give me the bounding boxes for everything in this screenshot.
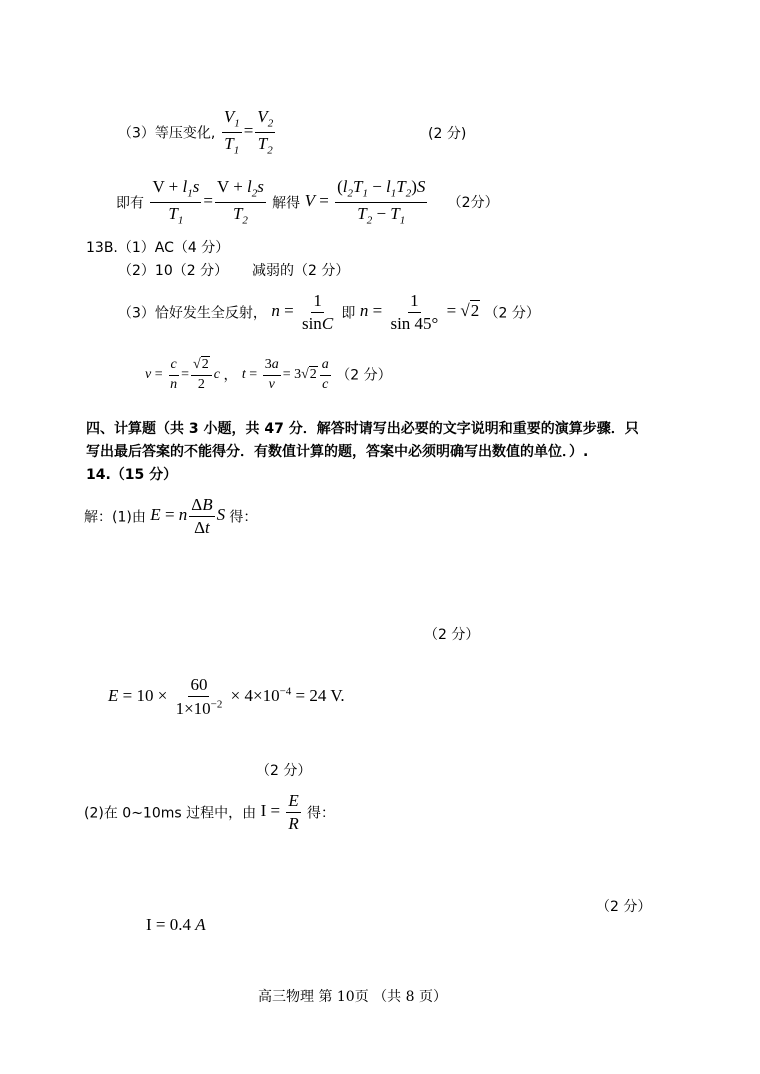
formula-n-sin45: n = $\frac{1}{\sin 45^\circ}$ = √2 (359, 291, 480, 333)
part3-line (118, 108, 277, 157)
de2-label: 得： (306, 805, 335, 822)
formula-n-sinc: n = $\frac{1}{\sin C}$ (271, 291, 334, 333)
q13b-line3 (118, 292, 540, 333)
score-2fen-e: （2 分） (256, 763, 312, 779)
section4-heading-line2: 写出最后答案的不能得分．有数值计算的题，答案中必须明确写出数值的单位．）. (86, 444, 589, 460)
jie1-label: 解：(1)由 (84, 509, 146, 526)
q14-part1-line (84, 496, 257, 537)
formula-v-solution: V = $\frac{(l_2T_1 - l_1T_2)S}{T_2 - T_1}$ (304, 177, 426, 227)
q13b-line2b: 减弱的（2 分） (252, 263, 350, 279)
part3-label: （3）等压变化, (118, 125, 216, 142)
q14-heading: 14.（15 分） (86, 467, 178, 483)
formula-ohm: I = $\frac{E}{R}$ (260, 791, 299, 833)
part2-prefix: (2)在 0~10ms 过程中，由 (84, 805, 257, 822)
page-footer: 高三物理 第 10页 （共 8 页） (258, 989, 447, 1005)
score-2fen-c: （2 分） (336, 367, 392, 384)
jiyou-line (116, 178, 499, 227)
score-2fen-d: （2 分） (424, 627, 480, 643)
score-2fen-a: （2分） (447, 195, 499, 212)
q14-part2-line (84, 792, 335, 833)
e-value-line (108, 676, 345, 717)
jiede-label: 解得 (272, 195, 301, 212)
v-t-line (145, 358, 392, 392)
part3-score: (2 分) (428, 126, 467, 142)
current-result: I = 0.4 A (146, 915, 206, 934)
q13b-line1: 13B.（1）AC（4 分） (86, 240, 230, 256)
jiyou-label: 即有 (116, 195, 144, 212)
formula-e-value: E = 10 × $\frac{60}{1\times 10^{-2}}$ × $4\times 10^{-4} = 24$ V. (108, 675, 345, 718)
ji-label: 即 (341, 305, 356, 322)
comma-sep: ， (223, 367, 238, 384)
score-2fen-f: （2 分） (596, 899, 652, 915)
score-2fen-b: （2 分） (484, 305, 540, 322)
formula-t: t = $\frac{3a}{v}$ = 3√2 $\frac{a}{c}$ (241, 357, 329, 392)
formula-gas-equation: $\frac{V + l_1s}{T_1}$ = $\frac{V + l_2s}{T_2}$ (152, 177, 264, 227)
q13b-line2: （2）10（2 分） (118, 263, 229, 279)
q13b-3-label: （3）恰好发生全反射， (118, 305, 267, 322)
de-label: 得： (229, 509, 258, 526)
formula-v: v = $\frac{c}{n}$ = $\frac{√2}{2}$ c (145, 357, 224, 392)
section4-heading-line1: 四、计算题（共 3 小题，共 47 分．解答时请写出必要的文字说明和重要的演算步骤．只 (86, 421, 639, 437)
formula-faraday: E = n $\frac{\Delta B}{\Delta t}$ S (150, 495, 230, 537)
formula-v1-t1: $\frac{V_1}{T_1}$ = $\frac{V_2}{T_2}$ (223, 107, 274, 157)
